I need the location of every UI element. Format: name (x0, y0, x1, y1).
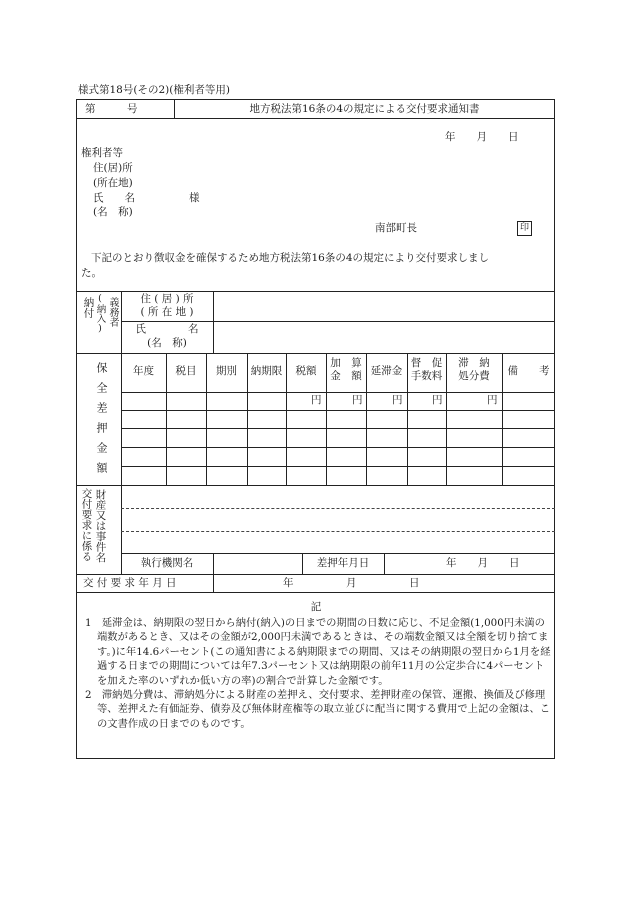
addressee-name-label: 氏 名 (93, 192, 135, 204)
seal-mark: 印 (517, 221, 532, 236)
amounts-section-label: 保全差押金額 (95, 362, 108, 482)
request-date-value: 年 月 日 (283, 577, 420, 589)
header-due-date: 納期限 (250, 365, 283, 377)
notes-heading: 記 (310, 601, 322, 613)
issuer-name: 南部町長 (375, 222, 417, 234)
header-tax-item: 税目 (175, 365, 197, 377)
document-title: 地方税法第16条の4の規定による交付要求通知書 (249, 103, 480, 115)
addressee-address-label: 住(居)所 (93, 162, 133, 174)
body-text-1: 下記のとおり徴収金を確保するため地方税法第16条の4の規定により交付要求しまし (91, 252, 490, 264)
yen-unit-reminder: 円 (432, 394, 443, 406)
note-item-2: 2 滞納処分費は、滞納処分による財産の差押え、交付要求、差押財産の保管、運搬、換価及び修理等、差押えた有価証券、債券及び無体財産権等の取立並びに配当に関する費用で上記の金額は、この文書作成の日までのものです。 (85, 689, 551, 730)
header-remarks: 備 考 (507, 365, 550, 377)
taxpayer-address-label: 住 ( 居 ) 所 (140, 293, 194, 305)
document-number-label: 第 号 (85, 103, 138, 115)
header-reminder-fee: 督 促 手数料 (410, 357, 443, 383)
header-delinquency-charge: 延滞金 (370, 365, 403, 377)
notice-form (76, 99, 555, 759)
taxpayer-name-label: 氏 名 (135, 323, 199, 335)
yen-unit-disposition: 円 (487, 394, 498, 406)
taxpayer-name-sub: (名 称) (147, 337, 187, 349)
note-item-1: 1 延滞金は、納期限の翌日から納付(納入)の日までの期間の日数に応じ、不足金額(1,000円未満の端数があるとき、又はその金額が2,000円未満であるときは、その端数金額又は全額を切り捨てます。)に年14.6パーセント(この通知書による納期限までの期間、又はその納期限の翌日から1月を経過する日までの期間については年7.3パーセント又は納期限の前年11月の公定歩合に4パーセントを加えた率のいずれか低い方の率)の割合で計算した金額です。 (85, 617, 551, 687)
enforcement-agency-label: 執行機関名 (140, 557, 194, 569)
seizure-date-value: 年 月 日 (446, 557, 520, 569)
taxpayer-label-role: 義務者 (107, 297, 118, 327)
yen-unit-tax: 円 (311, 394, 322, 406)
yen-unit-surcharge: 円 (352, 394, 363, 406)
property-section-label: 交付要求に係る (80, 488, 93, 562)
yen-unit-delinquency: 円 (392, 394, 403, 406)
form-label: 様式第18号(その2)(権利者等用) (78, 84, 230, 96)
property-side-label: 財産又は事件名 (94, 489, 107, 563)
addressee-address-sub: (所在地) (93, 177, 133, 189)
header-period: 期別 (216, 365, 237, 377)
header-fiscal-year: 年度 (133, 365, 154, 377)
taxpayer-address-sub: ( 所 在 地 ) (140, 306, 194, 318)
body-text-2: た。 (81, 267, 102, 279)
taxpayer-label-outer: 納付 (82, 297, 95, 318)
seizure-date-label: 差押年月日 (316, 557, 370, 569)
taxpayer-label-inner: (納入) (94, 293, 106, 334)
addressee-heading: 権利者等 (81, 147, 123, 159)
addressee-suffix: 様 (189, 192, 200, 204)
addressee-name-sub: (名 称) (93, 206, 133, 218)
header-disposition-fee: 滞 納 処分費 (458, 357, 490, 383)
header-tax-amount: 税額 (295, 365, 317, 377)
notes-list (83, 616, 553, 731)
request-date-label: 交 付 要 求 年 月 日 (83, 577, 177, 589)
header-surcharge: 加 算 金 額 (330, 357, 362, 383)
issue-date: 年 月 日 (445, 131, 519, 143)
